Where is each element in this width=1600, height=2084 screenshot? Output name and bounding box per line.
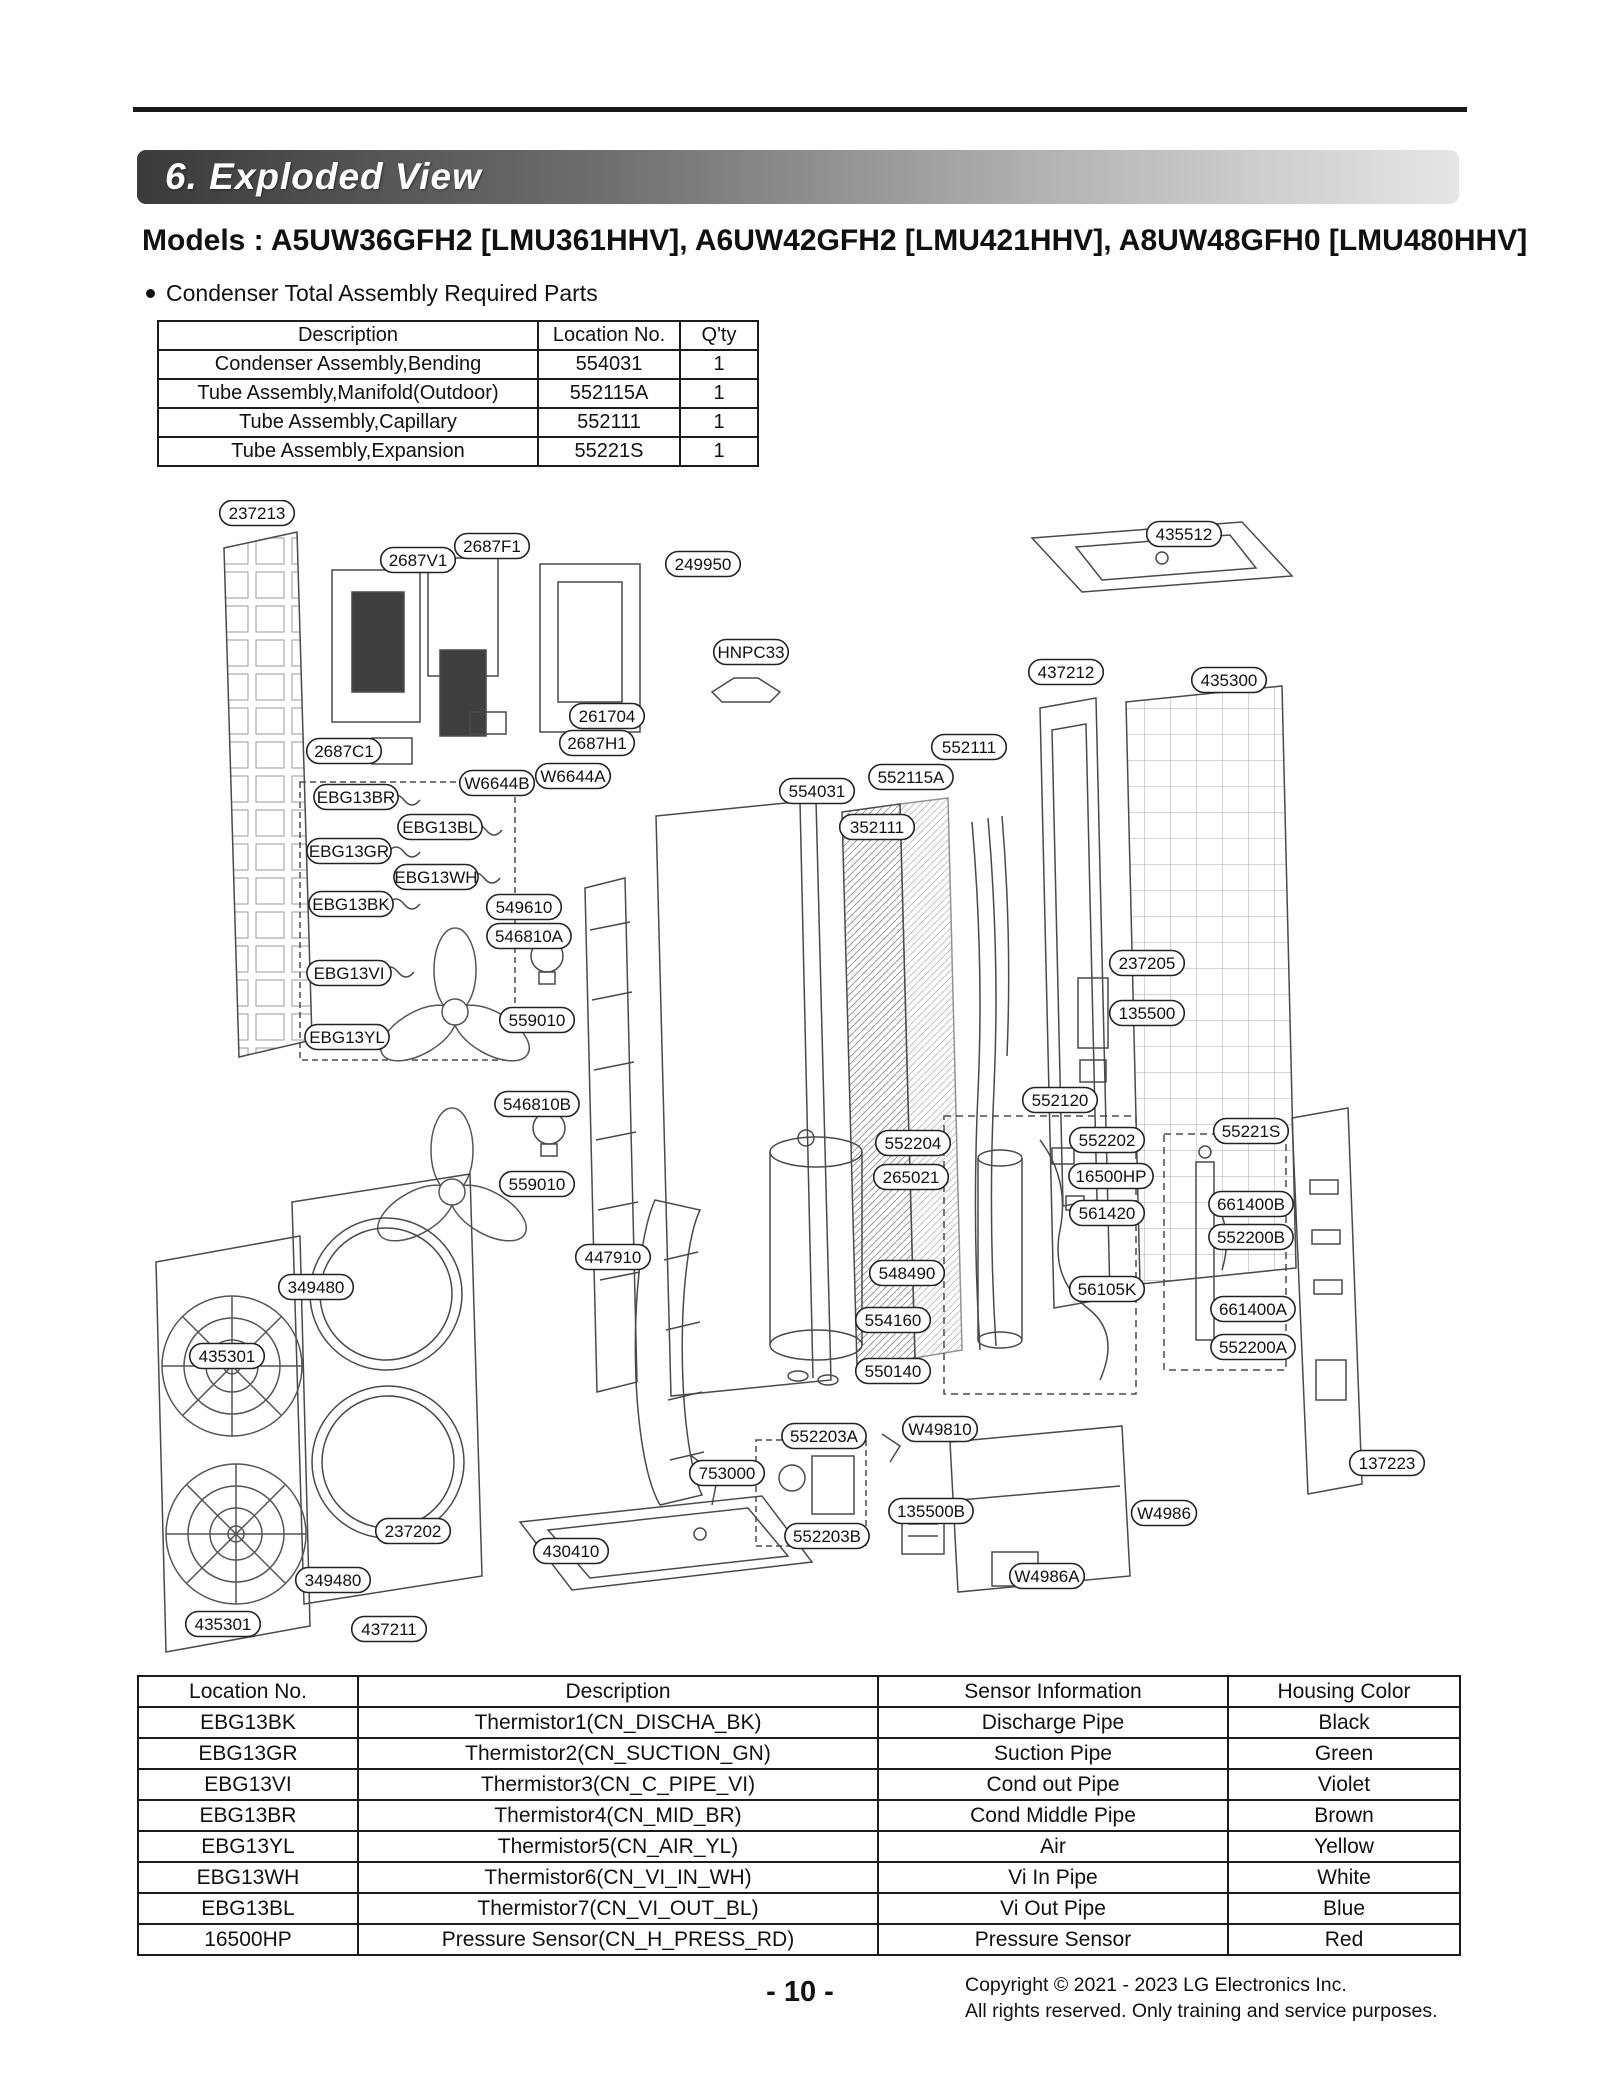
part-callout-HNPC33 <box>714 640 789 665</box>
svg-text:549610: 549610 <box>495 898 553 917</box>
part-callout-EBG13VI <box>307 961 391 986</box>
svg-text:349480: 349480 <box>287 1278 345 1297</box>
table-row <box>138 1924 1460 1955</box>
col-sensor-information: Sensor Information <box>878 1676 1228 1707</box>
part-callout-552200A <box>1211 1335 1295 1360</box>
svg-text:546810A: 546810A <box>494 927 564 946</box>
svg-text:W4986: W4986 <box>1137 1504 1191 1523</box>
svg-text:237213: 237213 <box>228 504 286 523</box>
part-callout-435512 <box>1147 522 1222 547</box>
col-location-no: Location No. <box>138 1676 358 1707</box>
svg-text:2687F1: 2687F1 <box>463 537 521 556</box>
page-number: - 10 - <box>766 1976 834 2008</box>
table-cell: Tube Assembly,Capillary <box>158 408 538 437</box>
table-row <box>138 1738 1460 1769</box>
copyright-line1: Copyright © 2021 - 2023 LG Electronics Inc. <box>965 1974 1347 1996</box>
table-cell: Thermistor3(CN_C_PIPE_VI) <box>358 1769 878 1800</box>
table-cell: Cond Middle Pipe <box>878 1800 1228 1831</box>
part-callout-349480 <box>296 1568 371 1593</box>
svg-text:2687V1: 2687V1 <box>388 551 448 570</box>
part-callout-237202 <box>376 1519 451 1544</box>
part-callout-135500 <box>1110 1001 1185 1026</box>
part-callout-137223 <box>1350 1451 1425 1476</box>
part-callout-661400A <box>1211 1297 1295 1322</box>
svg-text:430410: 430410 <box>542 1542 600 1561</box>
table-row <box>138 1893 1460 1924</box>
part-callout-135500B <box>889 1499 973 1524</box>
table-cell: 16500HP <box>138 1924 358 1955</box>
svg-text:661400A: 661400A <box>1218 1300 1288 1319</box>
table-cell: Cond out Pipe <box>878 1769 1228 1800</box>
table-cell: EBG13YL <box>138 1831 358 1862</box>
part-callout-16500HP <box>1069 1164 1153 1189</box>
table-cell: 55221S <box>538 437 680 466</box>
svg-text:435300: 435300 <box>1200 671 1258 690</box>
svg-text:559010: 559010 <box>508 1011 566 1030</box>
svg-text:550140: 550140 <box>864 1362 922 1381</box>
col-qty: Q'ty <box>680 321 758 350</box>
table-cell: Vi Out Pipe <box>878 1893 1228 1924</box>
part-callout-554160 <box>856 1308 931 1333</box>
part-callout-435301 <box>190 1344 265 1369</box>
svg-text:EBG13YL: EBG13YL <box>309 1028 385 1047</box>
svg-text:552200A: 552200A <box>1218 1338 1288 1357</box>
part-callout-EBG13WH <box>394 865 478 890</box>
svg-text:2687H1: 2687H1 <box>567 734 627 753</box>
svg-text:56105K: 56105K <box>1077 1280 1137 1299</box>
table-cell: Thermistor2(CN_SUCTION_GN) <box>358 1738 878 1769</box>
svg-text:435512: 435512 <box>1155 525 1213 544</box>
col-description: Description <box>158 321 538 350</box>
svg-text:135500B: 135500B <box>896 1502 966 1521</box>
part-callout-447910 <box>576 1245 651 1270</box>
part-callout-EBG13BK <box>309 892 393 917</box>
svg-text:135500: 135500 <box>1118 1004 1176 1023</box>
part-callout-56105K <box>1070 1277 1145 1302</box>
svg-text:561420: 561420 <box>1078 1204 1136 1223</box>
svg-text:435301: 435301 <box>194 1615 252 1634</box>
svg-text:237202: 237202 <box>384 1522 442 1541</box>
table-cell: Violet <box>1228 1769 1460 1800</box>
part-callout-559010 <box>500 1008 575 1033</box>
svg-text:249950: 249950 <box>674 555 732 574</box>
bullet-icon <box>146 289 155 298</box>
table-cell: White <box>1228 1862 1460 1893</box>
svg-text:548490: 548490 <box>878 1264 936 1283</box>
svg-text:349480: 349480 <box>304 1571 362 1590</box>
table-cell: Suction Pipe <box>878 1738 1228 1769</box>
part-callout-552204 <box>876 1131 951 1156</box>
svg-text:552204: 552204 <box>884 1134 942 1153</box>
svg-text:753000: 753000 <box>698 1464 756 1483</box>
part-callout-546810B <box>495 1092 579 1117</box>
part-callout-W6644A <box>536 764 611 789</box>
table-cell: Thermistor7(CN_VI_OUT_BL) <box>358 1893 878 1924</box>
part-callout-W4986A <box>1010 1564 1085 1589</box>
part-callout-W4986 <box>1132 1501 1197 1526</box>
required-parts-table <box>157 320 759 467</box>
svg-text:265021: 265021 <box>882 1168 940 1187</box>
bullet-note-text: Condenser Total Assembly Required Parts <box>166 280 598 306</box>
table-cell: Thermistor5(CN_AIR_YL) <box>358 1831 878 1862</box>
table-header-row <box>138 1676 1460 1707</box>
table-row <box>138 1862 1460 1893</box>
svg-text:W6644A: W6644A <box>540 767 606 786</box>
part-callout-237205 <box>1110 951 1185 976</box>
part-callout-2687F1 <box>455 534 530 559</box>
svg-text:EBG13BL: EBG13BL <box>402 818 478 837</box>
part-callout-261704 <box>570 704 645 729</box>
part-callout-546810A <box>487 924 571 949</box>
svg-text:352111: 352111 <box>849 818 905 837</box>
svg-text:W4986A: W4986A <box>1014 1567 1080 1586</box>
part-callout-2687V1 <box>381 548 456 573</box>
table-cell: 1 <box>680 350 758 379</box>
part-callout-EBG13YL <box>305 1025 389 1050</box>
part-callout-EBG13GR <box>307 839 391 864</box>
svg-text:554031: 554031 <box>788 782 846 801</box>
part-callout-435301 <box>186 1612 261 1637</box>
table-cell: Tube Assembly,Manifold(Outdoor) <box>158 379 538 408</box>
table-cell: 552115A <box>538 379 680 408</box>
table-cell: EBG13GR <box>138 1738 358 1769</box>
part-callout-753000 <box>690 1461 765 1486</box>
svg-text:559010: 559010 <box>508 1175 566 1194</box>
part-callout-437212 <box>1029 660 1104 685</box>
svg-text:W49810: W49810 <box>908 1420 972 1439</box>
svg-text:2687C1: 2687C1 <box>314 742 374 761</box>
table-cell: Brown <box>1228 1800 1460 1831</box>
svg-text:554160: 554160 <box>864 1311 922 1330</box>
table-row <box>138 1800 1460 1831</box>
table-cell: Tube Assembly,Expansion <box>158 437 538 466</box>
table-cell: Pressure Sensor(CN_H_PRESS_RD) <box>358 1924 878 1955</box>
part-callout-554031 <box>780 779 855 804</box>
table-cell: Air <box>878 1831 1228 1862</box>
svg-text:435301: 435301 <box>198 1347 256 1366</box>
svg-text:546810B: 546810B <box>502 1095 572 1114</box>
table-cell: Green <box>1228 1738 1460 1769</box>
copyright-line2: All rights reserved. Only training and service purposes. <box>965 2000 1438 2022</box>
table-row <box>158 379 758 408</box>
top-rule <box>133 107 1467 112</box>
table-cell: 552111 <box>538 408 680 437</box>
svg-text:437211: 437211 <box>361 1620 417 1639</box>
table-row <box>138 1707 1460 1738</box>
table-row <box>138 1769 1460 1800</box>
table-cell: 554031 <box>538 350 680 379</box>
svg-text:552111: 552111 <box>941 738 997 757</box>
svg-text:261704: 261704 <box>578 707 636 726</box>
svg-text:437212: 437212 <box>1037 663 1095 682</box>
table-cell: Discharge Pipe <box>878 1707 1228 1738</box>
part-callout-561420 <box>1070 1201 1145 1226</box>
exploded-view-diagram <box>0 500 1600 1670</box>
table-cell: Blue <box>1228 1893 1460 1924</box>
table-cell: Thermistor1(CN_DISCHA_BK) <box>358 1707 878 1738</box>
svg-text:552203B: 552203B <box>792 1527 862 1546</box>
svg-text:HNPC33: HNPC33 <box>717 643 785 662</box>
part-callout-435300 <box>1192 668 1267 693</box>
bullet-note <box>146 280 598 307</box>
table-row <box>158 350 758 379</box>
table-row <box>158 408 758 437</box>
part-callout-559010 <box>500 1172 575 1197</box>
svg-text:16500HP: 16500HP <box>1075 1167 1147 1186</box>
section-title: 6. Exploded View <box>165 156 482 197</box>
svg-text:552115A: 552115A <box>877 768 945 787</box>
svg-text:EBG13WH: EBG13WH <box>394 868 478 887</box>
part-callout-349480 <box>279 1275 354 1300</box>
table-cell: 1 <box>680 437 758 466</box>
svg-text:EBG13BR: EBG13BR <box>316 788 396 807</box>
svg-text:55221S: 55221S <box>1221 1122 1281 1141</box>
part-callout-552111 <box>932 735 1007 760</box>
part-callout-549610 <box>487 895 562 920</box>
part-callout-W49810 <box>903 1417 978 1442</box>
table-row <box>158 437 758 466</box>
part-callout-352111 <box>840 815 915 840</box>
table-cell: Condenser Assembly,Bending <box>158 350 538 379</box>
table-cell: EBG13WH <box>138 1862 358 1893</box>
sensor-info-table <box>137 1675 1461 1956</box>
table-header-row <box>158 321 758 350</box>
col-housing-color: Housing Color <box>1228 1676 1460 1707</box>
part-callout-552202 <box>1070 1128 1145 1153</box>
table-cell: Yellow <box>1228 1831 1460 1862</box>
table-cell: EBG13BL <box>138 1893 358 1924</box>
copyright-block <box>965 1972 1438 2024</box>
table-cell: Pressure Sensor <box>878 1924 1228 1955</box>
svg-text:447910: 447910 <box>584 1248 642 1267</box>
part-callout-552203B <box>785 1524 869 1549</box>
part-callout-55221S <box>1214 1119 1289 1144</box>
part-callout-265021 <box>874 1165 949 1190</box>
table-cell: EBG13BR <box>138 1800 358 1831</box>
svg-text:W6644B: W6644B <box>464 774 530 793</box>
svg-text:237205: 237205 <box>1118 954 1176 973</box>
col-location-no: Location No. <box>538 321 680 350</box>
svg-text:552200B: 552200B <box>1216 1228 1286 1247</box>
part-callout-552115A <box>869 765 953 790</box>
part-callout-552200B <box>1209 1225 1293 1250</box>
svg-text:661400B: 661400B <box>1216 1195 1286 1214</box>
part-callout-2687C1 <box>307 739 382 764</box>
part-callout-552120 <box>1023 1088 1098 1113</box>
table-cell: Vi In Pipe <box>878 1862 1228 1893</box>
col-description: Description <box>358 1676 878 1707</box>
part-callout-237213 <box>220 501 295 526</box>
table-cell: EBG13BK <box>138 1707 358 1738</box>
part-callout-437211 <box>352 1617 427 1642</box>
svg-text:EBG13VI: EBG13VI <box>313 964 385 983</box>
part-callout-552203A <box>782 1424 866 1449</box>
table-cell: Thermistor4(CN_MID_BR) <box>358 1800 878 1831</box>
table-cell: EBG13VI <box>138 1769 358 1800</box>
section-banner <box>137 150 1459 204</box>
table-row <box>138 1831 1460 1862</box>
table-cell: 1 <box>680 408 758 437</box>
svg-text:552202: 552202 <box>1078 1131 1136 1150</box>
part-callout-W6644B <box>460 771 535 796</box>
svg-text:552203A: 552203A <box>789 1427 859 1446</box>
table-cell: Black <box>1228 1707 1460 1738</box>
part-callout-430410 <box>534 1539 609 1564</box>
svg-text:552120: 552120 <box>1031 1091 1089 1110</box>
svg-text:EBG13GR: EBG13GR <box>308 842 390 861</box>
svg-text:EBG13BK: EBG13BK <box>312 895 390 914</box>
part-callout-661400B <box>1209 1192 1293 1217</box>
table-cell: 1 <box>680 379 758 408</box>
svg-text:137223: 137223 <box>1358 1454 1416 1473</box>
table-cell: Thermistor6(CN_VI_IN_WH) <box>358 1862 878 1893</box>
part-callout-550140 <box>856 1359 931 1384</box>
part-callout-EBG13BR <box>314 785 398 810</box>
part-callout-249950 <box>666 552 741 577</box>
part-callout-EBG13BL <box>398 815 482 840</box>
part-callout-2687H1 <box>560 731 635 756</box>
part-callout-548490 <box>870 1261 945 1286</box>
table-cell: Red <box>1228 1924 1460 1955</box>
models-line: Models : A5UW36GFH2 [LMU361HHV], A6UW42GFH2 [LMU421HHV], A8UW48GFH0 [LMU480HHV] <box>142 224 1528 257</box>
